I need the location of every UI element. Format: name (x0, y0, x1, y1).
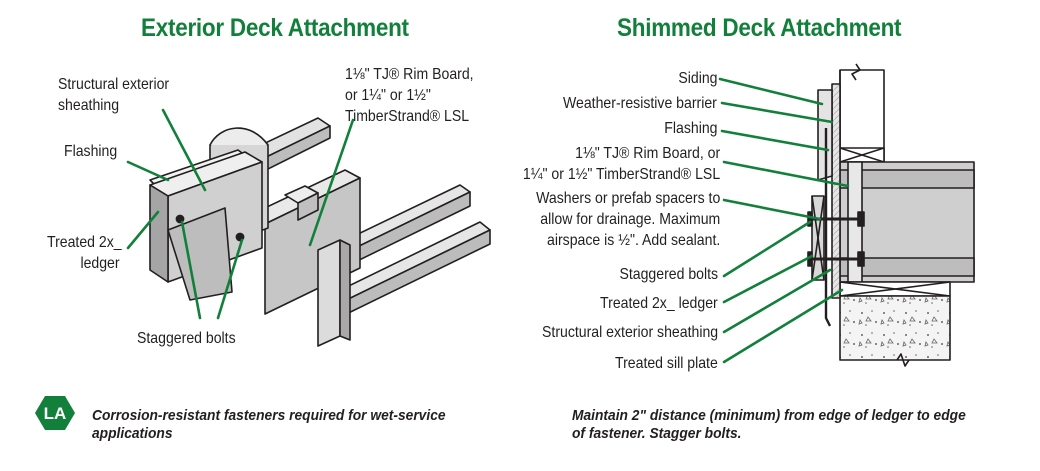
label-washers-spacers: Washers or prefab spacers to allow for drainage. Maximum airspace is ½". Add sealant. (535, 190, 720, 249)
label-staggered-bolts-left: Staggered bolts (137, 330, 236, 347)
shimmed-deck-drawing (808, 64, 974, 366)
label-treated-ledger-left: Treated 2x_ ledger (47, 234, 122, 272)
label-staggered-bolts-right: Staggered bolts (619, 266, 718, 283)
shimmed-title: Shimmed Deck Attachment (617, 14, 902, 42)
label-treated-sill-plate: Treated sill plate (615, 355, 718, 372)
exterior-deck-drawing (150, 118, 490, 346)
label-structural-sheathing-right: Structural exterior sheathing (541, 324, 718, 341)
label-weather-barrier: Weather-resistive barrier (563, 95, 717, 112)
exterior-title: Exterior Deck Attachment (141, 14, 409, 42)
label-rim-board-right: 1⅛" TJ® Rim Board, or 1¼" or 1½" TimberStrand® LSL (522, 145, 720, 183)
label-structural-sheathing: Structural exterior sheathing (58, 76, 170, 114)
label-flashing-left: Flashing (64, 143, 118, 160)
la-badge (35, 396, 75, 430)
note-corrosion-resistant: Corrosion-resistant fasteners required for wet-service applications (92, 407, 446, 442)
label-flashing-right: Flashing (663, 120, 717, 137)
note-maintain-distance: Maintain 2" distance (minimum) from edge of ledger to edge of fastener. Stagger bolts. (572, 407, 966, 442)
label-treated-ledger-right: Treated 2x_ ledger (600, 295, 718, 312)
label-rim-board-left: 1⅛" TJ® Rim Board, or 1¼" or 1½" TimberStrand® LSL (345, 66, 474, 125)
label-siding: Siding (677, 70, 717, 87)
svg-text:LA: LA (43, 404, 67, 423)
